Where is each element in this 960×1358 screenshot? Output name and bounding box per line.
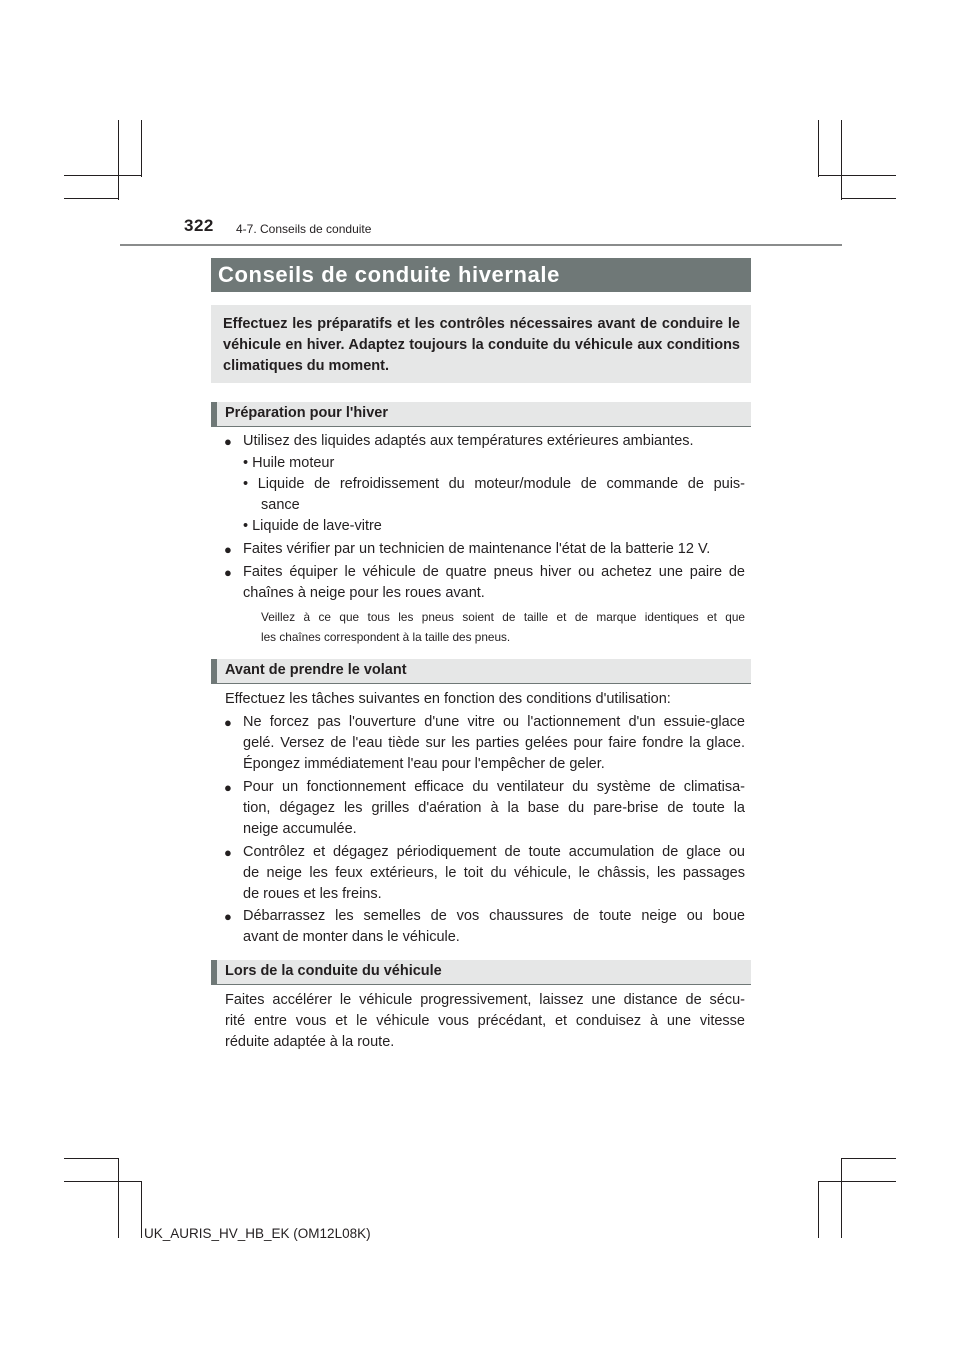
header-rule <box>120 244 842 246</box>
intro-text: Effectuez les préparatifs et les contrôles nécessaires avant de conduire le véhicule en hiver. Adaptez toujours la conduite du véhicule aux conditions climatiques du moment. <box>223 316 740 374</box>
crop-mark <box>818 120 819 177</box>
crop-mark <box>64 175 142 176</box>
subheading-label: Avant de prendre le volant <box>225 662 407 678</box>
crop-mark <box>841 1158 896 1159</box>
subheading-while-driving <box>211 960 751 985</box>
intro-box <box>211 305 751 383</box>
subheading-before-driving <box>211 659 751 684</box>
list-item: Pour un fonctionnement efficace du ventilateur du système de climatisa- <box>243 779 745 795</box>
crop-mark <box>841 198 896 199</box>
crop-mark <box>118 1158 119 1238</box>
list-item-cont: de roues et les freins. <box>243 886 382 902</box>
crop-mark <box>841 1158 842 1238</box>
note-text-cont: les chaînes correspondent à la taille des pneus. <box>261 630 511 644</box>
bullet-icon: ● <box>224 909 232 924</box>
subheading-preparation <box>211 402 751 427</box>
crop-mark <box>64 198 119 199</box>
footer-doc-code: UK_AURIS_HV_HB_EK (OM12L08K) <box>144 1226 371 1241</box>
list-item-cont: chaînes à neige pour les roues avant. <box>243 585 485 601</box>
sub-list-item-cont: sance <box>261 497 300 513</box>
lead-text: Effectuez les tâches suivantes en fonction des conditions d'utilisation: <box>225 691 671 707</box>
page-title-bar <box>211 258 751 292</box>
section-reference: 4-7. Conseils de conduite <box>236 222 372 236</box>
list-item: Ne forcez pas l'ouverture d'une vitre ou l'actionnement d'un essuie-glace <box>243 714 745 730</box>
bullet-icon: ● <box>224 434 232 449</box>
crop-mark <box>64 1158 119 1159</box>
page-title: Conseils de conduite hivernale <box>218 262 560 287</box>
list-item-cont: Épongez immédiatement l'eau pour l'empêcher de geler. <box>243 756 605 772</box>
bullet-icon: ● <box>224 715 232 730</box>
crop-mark <box>818 175 896 176</box>
bullet-icon: ● <box>224 780 232 795</box>
subheading-label: Préparation pour l'hiver <box>225 405 388 421</box>
crop-mark <box>818 1181 896 1182</box>
bullet-icon: ● <box>224 845 232 860</box>
crop-mark <box>64 1181 142 1182</box>
list-item: Contrôlez et dégagez périodiquement de toute accumulation de glace ou <box>243 844 745 860</box>
body-text: rité entre vous et le véhicule vous précédant, et conduisez à une vitesse <box>225 1013 745 1029</box>
crop-mark <box>118 120 119 200</box>
body-text: Faites accélérer le véhicule progressivement, laissez une distance de sécu- <box>225 992 745 1008</box>
list-item-cont: tion, dégagez les grilles d'aération à la base du pare-brise de toute la <box>243 800 745 816</box>
bullet-icon: ● <box>224 565 232 580</box>
crop-mark <box>141 1181 142 1238</box>
crop-mark <box>818 1181 819 1238</box>
page-number: 322 <box>184 216 214 235</box>
subheading-label: Lors de la conduite du véhicule <box>225 963 442 979</box>
list-item: Faites vérifier par un technicien de maintenance l'état de la batterie 12 V. <box>243 541 711 557</box>
sub-list-item: • Liquide de refroidissement du moteur/module de commande de puis- <box>243 476 745 492</box>
list-item-cont: gelé. Versez de l'eau tiède sur les parties gelées pour faire fondre la glace. <box>243 735 745 751</box>
sub-list-item: • Huile moteur <box>243 455 335 471</box>
bullet-icon: ● <box>224 542 232 557</box>
list-item-cont: avant de monter dans le véhicule. <box>243 929 460 945</box>
list-item-cont: neige accumulée. <box>243 821 357 837</box>
list-item: Utilisez des liquides adaptés aux températures extérieures ambiantes. <box>243 433 694 449</box>
list-item: Faites équiper le véhicule de quatre pneus hiver ou achetez une paire de <box>243 564 745 580</box>
body-text: réduite adaptée à la route. <box>225 1034 395 1050</box>
crop-mark <box>141 120 142 177</box>
crop-mark <box>841 120 842 200</box>
list-item-cont: de neige les feux extérieurs, le toit du véhicule, le châssis, les passages <box>243 865 745 881</box>
sub-list-item: • Liquide de lave-vitre <box>243 518 382 534</box>
note-text: Veillez à ce que tous les pneus soient de taille et de marque identiques et que <box>261 610 745 624</box>
list-item: Débarrassez les semelles de vos chaussures de toute neige ou boue <box>243 908 745 924</box>
